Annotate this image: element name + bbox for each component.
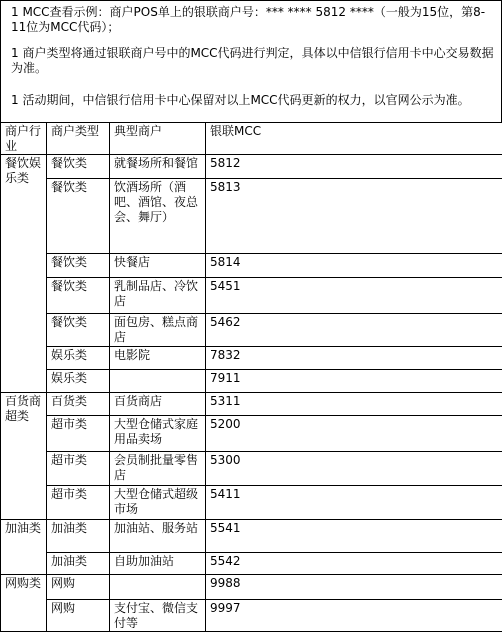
table-row bbox=[1, 179, 502, 254]
header-typical-merchant: 典型商户 bbox=[110, 123, 206, 155]
note-rights-reserved: 1 活动期间，中信银行信用卡中心保留对以上MCC代码更新的权力，以官网公示为准。 bbox=[11, 93, 470, 107]
header-industry: 商户行业 bbox=[1, 123, 47, 155]
mcc-cell: 5812 bbox=[206, 155, 502, 179]
notes-section bbox=[0, 0, 502, 123]
table-row bbox=[1, 254, 502, 278]
industry-cell: 网购类 bbox=[1, 575, 47, 632]
type-cell: 娱乐类 bbox=[47, 370, 110, 393]
type-cell: 百货类 bbox=[47, 393, 110, 416]
table-row bbox=[1, 553, 502, 575]
merchant-cell: 乳制品店、冷饮店 bbox=[110, 278, 206, 314]
merchant-cell: 支付宝、微信支付等 bbox=[110, 600, 206, 632]
table-row bbox=[1, 520, 502, 553]
merchant-cell bbox=[110, 370, 206, 393]
merchant-cell bbox=[110, 575, 206, 600]
merchant-cell: 大型仓储式家庭用品卖场 bbox=[110, 416, 206, 452]
mcc-cell: 5813 bbox=[206, 179, 502, 254]
merchant-cell: 会员制批量零售店 bbox=[110, 452, 206, 486]
type-cell: 加油类 bbox=[47, 520, 110, 553]
mcc-cell: 7911 bbox=[206, 370, 502, 393]
table-row bbox=[1, 452, 502, 486]
mcc-cell: 9988 bbox=[206, 575, 502, 600]
industry-cell: 百货商超类 bbox=[1, 393, 47, 520]
mcc-cell: 7832 bbox=[206, 347, 502, 370]
table-row bbox=[1, 155, 502, 179]
header-unionpay-mcc: 银联MCC bbox=[206, 123, 502, 155]
type-cell: 餐饮类 bbox=[47, 179, 110, 254]
note-merchant-type-rule: 1 商户类型将通过银联商户号中的MCC代码进行判定，具体以中信银行信用卡中心交易数据为准。 bbox=[11, 46, 494, 75]
mcc-cell: 5300 bbox=[206, 452, 502, 486]
mcc-cell: 5200 bbox=[206, 416, 502, 452]
mcc-cell: 5462 bbox=[206, 314, 502, 347]
table-row bbox=[1, 314, 502, 347]
table-row bbox=[1, 347, 502, 370]
type-cell: 餐饮类 bbox=[47, 278, 110, 314]
mcc-cell: 5311 bbox=[206, 393, 502, 416]
type-cell: 网购 bbox=[47, 575, 110, 600]
table-row bbox=[1, 486, 502, 520]
type-cell: 娱乐类 bbox=[47, 347, 110, 370]
industry-cell: 餐饮娱乐类 bbox=[1, 155, 47, 393]
table-row bbox=[1, 575, 502, 600]
mcc-table bbox=[0, 122, 502, 632]
type-cell: 超市类 bbox=[47, 486, 110, 520]
merchant-cell: 加油站、服务站 bbox=[110, 520, 206, 553]
table-row bbox=[1, 278, 502, 314]
table-row bbox=[1, 370, 502, 393]
merchant-cell: 就餐场所和餐馆 bbox=[110, 155, 206, 179]
merchant-cell: 饮酒场所（酒吧、酒馆、夜总会、舞厅） bbox=[110, 179, 206, 254]
merchant-cell: 大型仓储式超级市场 bbox=[110, 486, 206, 520]
header-merchant-type: 商户类型 bbox=[47, 123, 110, 155]
table-row bbox=[1, 600, 502, 632]
merchant-cell: 快餐店 bbox=[110, 254, 206, 278]
type-cell: 餐饮类 bbox=[47, 155, 110, 179]
type-cell: 超市类 bbox=[47, 416, 110, 452]
mcc-cell: 5814 bbox=[206, 254, 502, 278]
mcc-cell: 5411 bbox=[206, 486, 502, 520]
mcc-cell: 9997 bbox=[206, 600, 502, 632]
mcc-cell: 5542 bbox=[206, 553, 502, 575]
note-mcc-example: 1 MCC查看示例：商户POS单上的银联商户号：*** **** 5812 ****（一般为15位，第8-11位为MCC代码）； bbox=[11, 5, 486, 34]
merchant-cell: 面包房、糕点商店 bbox=[110, 314, 206, 347]
type-cell: 餐饮类 bbox=[47, 254, 110, 278]
merchant-cell: 百货商店 bbox=[110, 393, 206, 416]
merchant-cell: 自助加油站 bbox=[110, 553, 206, 575]
merchant-cell: 电影院 bbox=[110, 347, 206, 370]
mcc-cell: 5541 bbox=[206, 520, 502, 553]
mcc-cell: 5451 bbox=[206, 278, 502, 314]
type-cell: 超市类 bbox=[47, 452, 110, 486]
table-header-row bbox=[1, 123, 502, 155]
type-cell: 餐饮类 bbox=[47, 314, 110, 347]
table-row bbox=[1, 416, 502, 452]
type-cell: 加油类 bbox=[47, 553, 110, 575]
industry-cell: 加油类 bbox=[1, 520, 47, 575]
type-cell: 网购 bbox=[47, 600, 110, 632]
table-row bbox=[1, 393, 502, 416]
